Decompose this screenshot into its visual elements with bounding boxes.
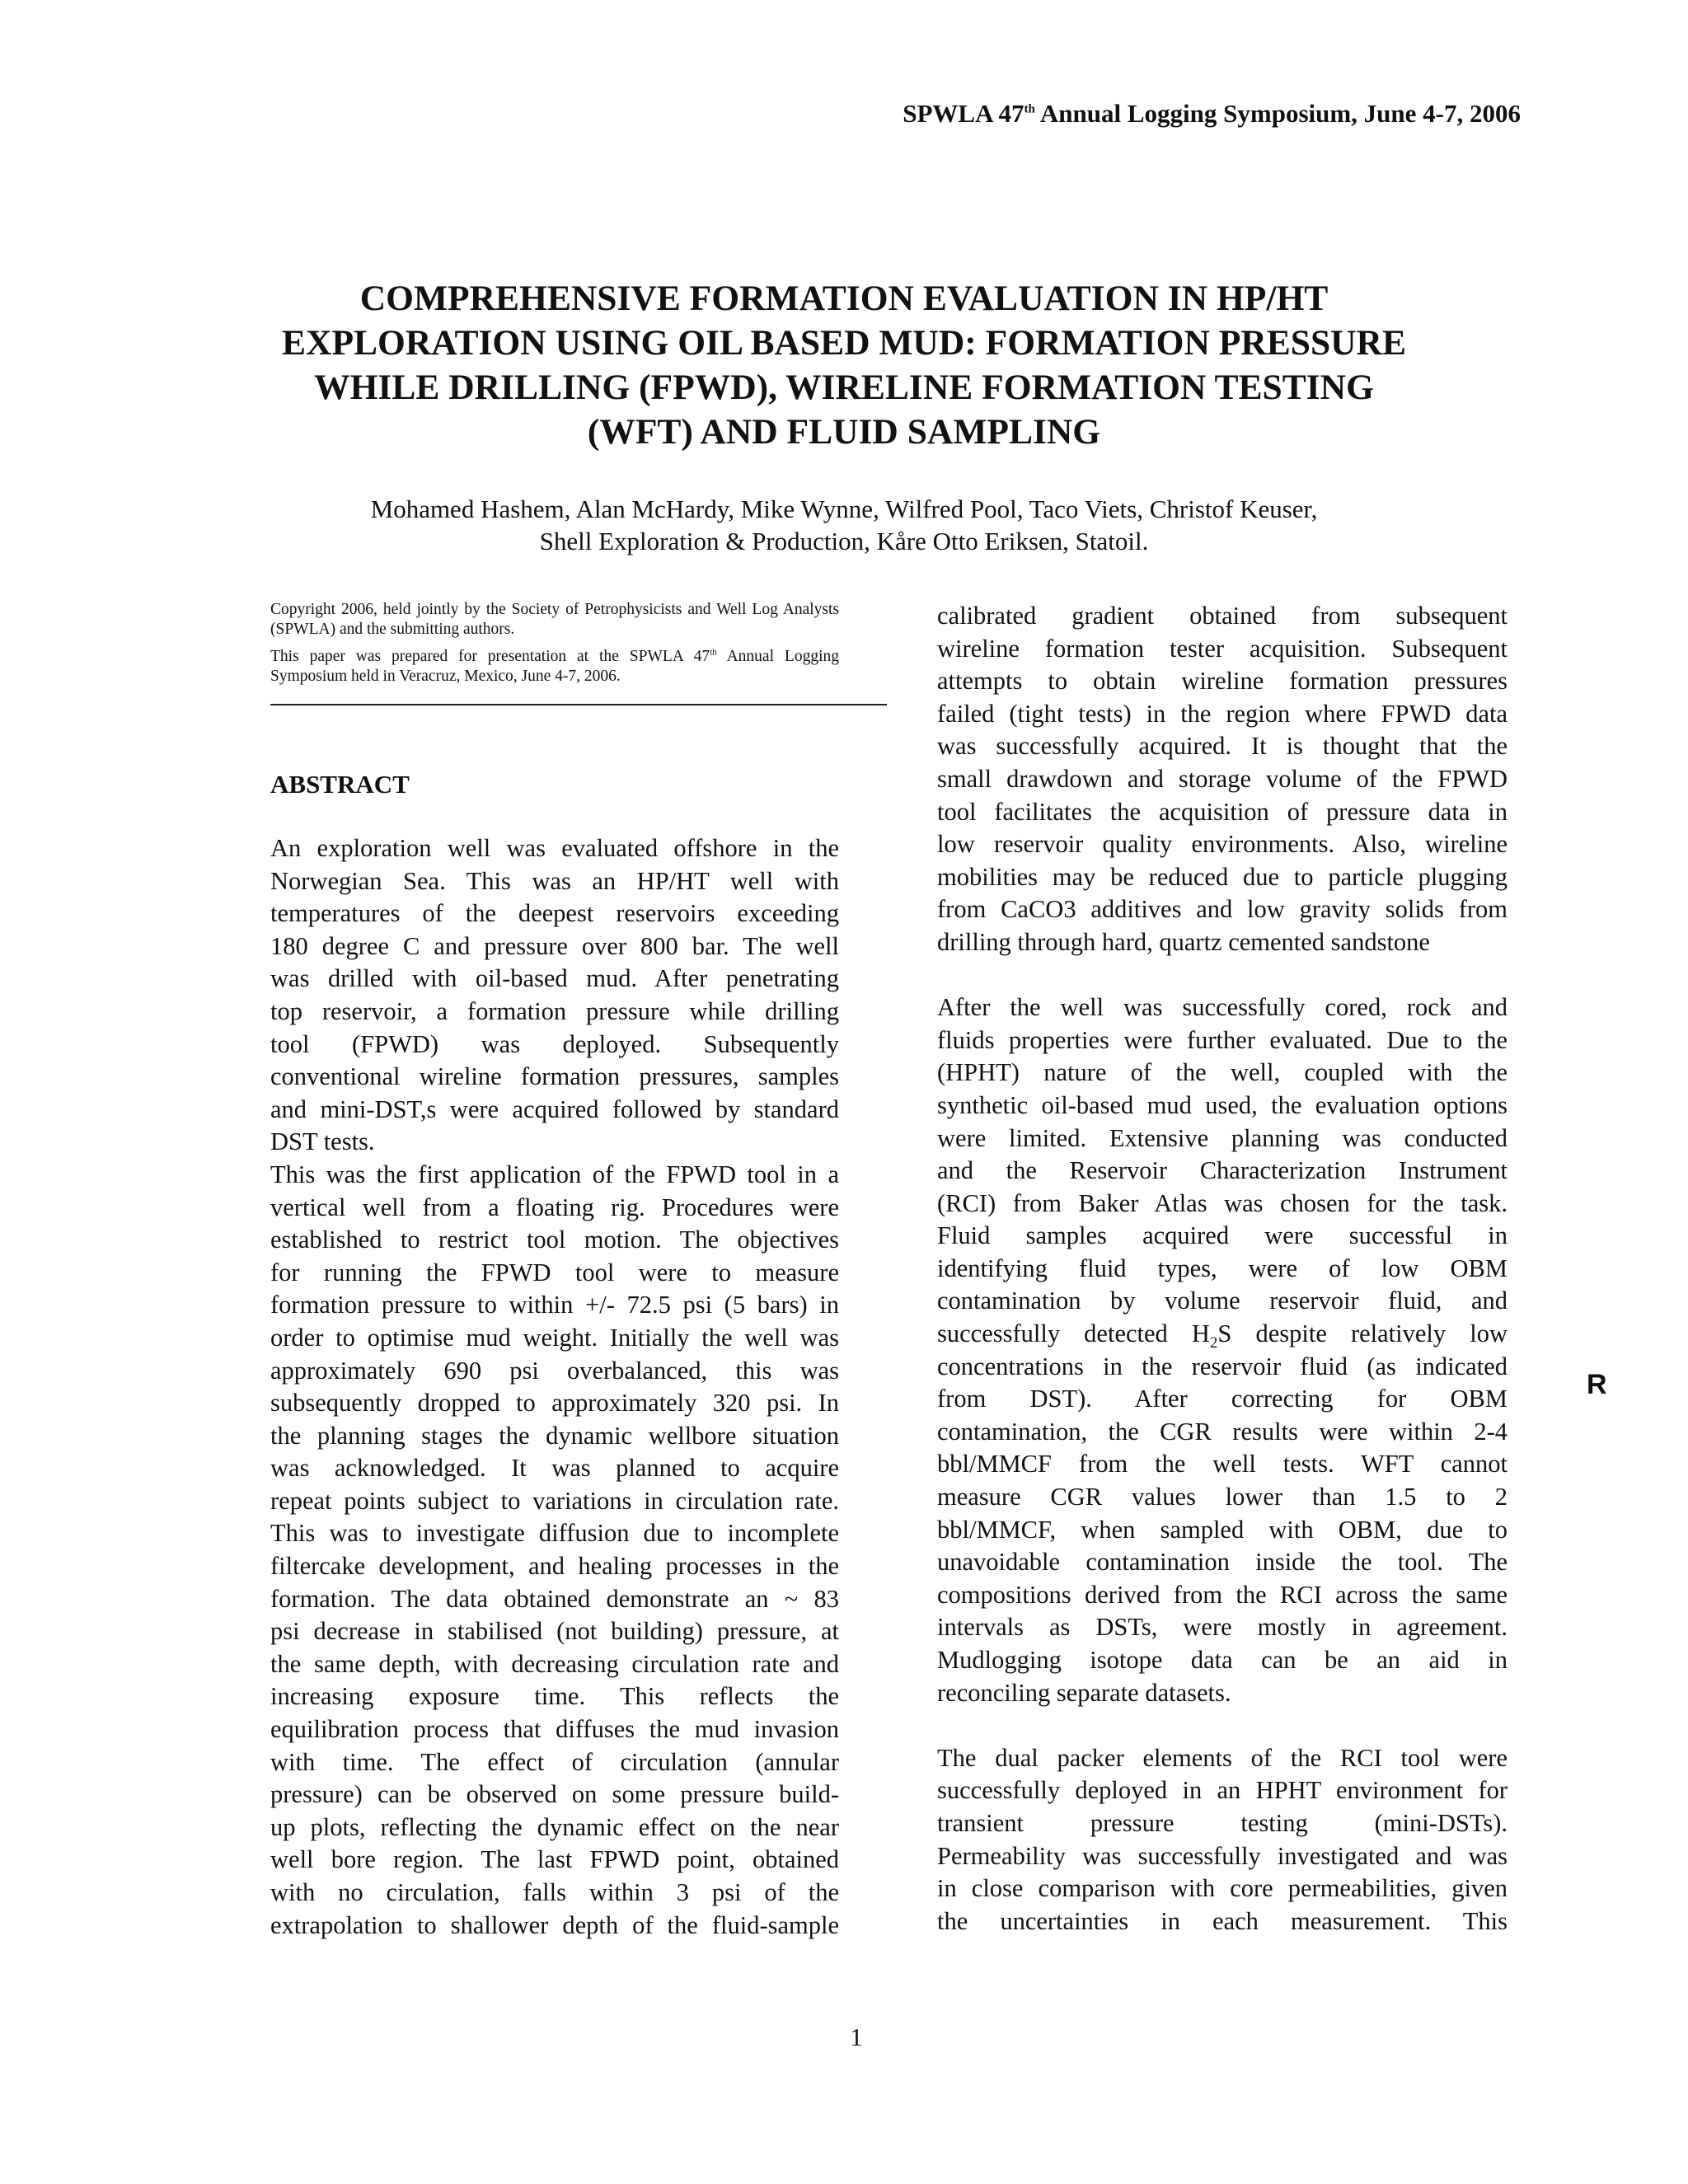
text-line: Permeability was successfully investigated and was — [937, 1841, 1507, 1870]
right-paragraph-2 — [937, 991, 1507, 1709]
text-line: psi decrease in stabilised (not building) pressure, at — [270, 1617, 839, 1646]
text-line: concentrations in the reservoir fluid (as indicated — [937, 1352, 1507, 1380]
text-line: were limited. Extensive planning was conducted — [937, 1123, 1507, 1152]
text-line: unavoidable contamination inside the tool. The — [937, 1548, 1507, 1577]
right-paragraph-1 — [937, 600, 1507, 959]
text-line: (RCI) from Baker Atlas was chosen for the task. — [937, 1188, 1507, 1217]
margin-revision-mark: R — [1587, 1369, 1607, 1400]
title-line: (WFT) AND FLUID SAMPLING — [587, 412, 1101, 452]
text-line: (HPHT) nature of the well, coupled with the — [937, 1058, 1507, 1087]
text-line: established to restrict tool motion. The objectives — [270, 1226, 839, 1254]
text-line: with time. The effect of circulation (annular — [270, 1747, 839, 1776]
text-line: and mini-DST,s were acquired followed by standard — [270, 1094, 839, 1123]
text-line: calibrated gradient obtained from subsequent — [937, 602, 1507, 630]
right-paragraph-2-continued — [937, 1351, 1507, 1710]
right-column — [937, 600, 1507, 1938]
text-line: order to optimise mud weight. Initially the well was — [270, 1323, 839, 1352]
text-line: for running the FPWD tool were to measure — [270, 1258, 839, 1286]
title-line: COMPREHENSIVE FORMATION EVALUATION IN HP/HT — [359, 279, 1329, 318]
right-paragraph-3 — [937, 1742, 1507, 1938]
text-line: top reservoir, a formation pressure while drilling — [270, 996, 839, 1025]
header-text-tail: Annual Logging Symposium, June 4-7, 2006 — [1034, 99, 1521, 128]
text-line: the planning stages the dynamic wellbore situation — [270, 1421, 839, 1450]
text-line: compositions derived from the RCI across the same — [937, 1580, 1507, 1609]
text-line: was successfully acquired. It is thought that the — [937, 732, 1507, 761]
text-line: from CaCO3 additives and low gravity solids from — [937, 895, 1507, 924]
text-line: with no circulation, falls within 3 psi of the — [270, 1878, 839, 1906]
copyright-notice — [270, 600, 839, 694]
text-line: the uncertainties in each measurement. This — [937, 1906, 1507, 1935]
text-line: repeat points subject to variations in circulation rate. — [270, 1486, 839, 1515]
paper-title — [165, 276, 1523, 454]
author-names: Mohamed Hashem, Alan McHardy, Mike Wynne, Wilfred Pool, Taco Viets, Christof Keuser, — [370, 494, 1318, 523]
text-line: temperatures of the deepest reservoirs exceeding — [270, 899, 839, 928]
text-line: Mudlogging isotope data can be an aid in — [937, 1646, 1507, 1674]
text-line: was drilled with oil-based mud. After penetrating — [270, 964, 839, 993]
text-line: DST tests. — [270, 1127, 375, 1156]
text-line: Fluid samples acquired were successful in — [937, 1221, 1507, 1250]
text-line: vertical well from a floating rig. Procedures were — [270, 1193, 839, 1221]
abstract-heading: ABSTRACT — [270, 770, 410, 799]
presentation-statement — [270, 647, 839, 687]
text-line: subsequently dropped to approximately 320 psi. In — [270, 1389, 839, 1418]
text-line: identifying fluid types, were of low OBM — [937, 1254, 1507, 1282]
text-line: extrapolation to shallower depth of the fluid-sample — [270, 1910, 839, 1939]
text-line: up plots, reflecting the dynamic effect on the near — [270, 1812, 839, 1841]
text-line: small drawdown and storage volume of the FPWD — [937, 764, 1507, 793]
left-column — [270, 832, 839, 1942]
copyright-statement: Copyright 2006, held jointly by the Society of Petrophysicists and Well Log Analysts (SPWLA) and the submitting authors. — [270, 601, 839, 638]
presentation-text: This paper was prepared for presentation at the SPWLA 47 — [270, 648, 710, 665]
right-paragraph-2-lines — [937, 991, 1507, 1318]
author-affiliations: Shell Exploration & Production, Kåre Otto Eriksen, Statoil. — [539, 527, 1149, 555]
text-line: bbl/MMCF from the well tests. WFT cannot — [937, 1450, 1507, 1479]
author-block — [165, 493, 1523, 557]
text-line: conventional wireline formation pressures, samples — [270, 1062, 839, 1091]
abstract-paragraph-1 — [270, 832, 839, 1159]
text-line: The dual packer elements of the RCI tool were — [937, 1743, 1507, 1772]
text-line: in close comparison with core permeabilities, given — [937, 1874, 1507, 1903]
text-line: mobilities may be reduced due to particle plugging — [937, 862, 1507, 891]
title-line: EXPLORATION USING OIL BASED MUD: FORMATION PRESSURE — [282, 323, 1406, 363]
text-line: This was to investigate diffusion due to incomplete — [270, 1519, 839, 1548]
text-line: After the well was successfully cored, rock and — [937, 993, 1507, 1022]
text-line: An exploration well was evaluated offshore in the — [270, 834, 839, 862]
text-line: formation. The data obtained demonstrate an ~ 83 — [270, 1584, 839, 1613]
h2s-subscript: 2 — [1209, 1334, 1218, 1352]
text-line: successfully deployed in an HPHT environment for — [937, 1776, 1507, 1805]
text-line: formation pressure to within +/- 72.5 psi (5 bars) in — [270, 1291, 839, 1319]
title-line: WHILE DRILLING (FPWD), WIRELINE FORMATION TESTING — [314, 368, 1374, 407]
text-line: failed (tight tests) in the region where FPWD data — [937, 699, 1507, 728]
text-line: fluids properties were further evaluated. Due to the — [937, 1025, 1507, 1054]
h2s-text: successfully detected H — [937, 1319, 1210, 1348]
text-line: from DST). After correcting for OBM — [937, 1385, 1507, 1413]
text-line: well bore region. The last FPWD point, obtained — [270, 1845, 839, 1874]
copyright-divider — [270, 704, 887, 705]
text-line: reconciling separate datasets. — [937, 1678, 1231, 1707]
page-number: 1 — [850, 2022, 863, 2051]
text-line: tool (FPWD) was deployed. Subsequently — [270, 1029, 839, 1058]
text-line: tool facilitates the acquisition of pressure data in — [937, 797, 1507, 826]
text-line: attempts to obtain wireline formation pressures — [937, 667, 1507, 696]
text-line: approximately 690 psi overbalanced, this was — [270, 1356, 839, 1385]
text-line: pressure) can be observed on some pressure build- — [270, 1780, 839, 1809]
abstract-paragraph-2 — [270, 1159, 839, 1942]
text-line: and the Reservoir Characterization Instrument — [937, 1156, 1507, 1185]
h2s-line — [937, 1318, 1507, 1351]
text-line: was acknowledged. It was planned to acquire — [270, 1454, 839, 1483]
text-line: measure CGR values lower than 1.5 to 2 — [937, 1483, 1507, 1511]
running-header — [742, 97, 1521, 130]
header-superscript: th — [1024, 102, 1035, 116]
text-line: bbl/MMCF, when sampled with OBM, due to — [937, 1515, 1507, 1544]
text-line: equilibration process that diffuses the mud invasion — [270, 1715, 839, 1744]
text-line: contamination, the CGR results were within 2-4 — [937, 1417, 1507, 1446]
text-line: intervals as DSTs, were mostly in agreement. — [937, 1613, 1507, 1642]
text-line: 180 degree C and pressure over 800 bar. The well — [270, 931, 839, 960]
text-line: wireline formation tester acquisition. Subsequent — [937, 634, 1507, 663]
text-line: Norwegian Sea. This was an HP/HT well with — [270, 866, 839, 895]
text-line: contamination by volume reservoir fluid, and — [937, 1286, 1507, 1315]
text-line: This was the first application of the FPWD tool in a — [270, 1160, 839, 1188]
presentation-superscript: th — [710, 647, 717, 658]
text-line: transient pressure testing (mini-DSTs). — [937, 1808, 1507, 1837]
text-line: filtercake development, and healing processes in the — [270, 1552, 839, 1581]
header-text: SPWLA 47 — [903, 99, 1025, 128]
h2s-text-tail: S despite relatively low — [1217, 1319, 1507, 1348]
text-line: low reservoir quality environments. Also, wireline — [937, 830, 1507, 859]
text-line: drilling through hard, quartz cemented sandstone — [937, 927, 1430, 956]
text-line: increasing exposure time. This reflects the — [270, 1682, 839, 1711]
text-line: synthetic oil-based mud used, the evaluation options — [937, 1090, 1507, 1119]
presentation-text-tail: Annual Logging Symposium held in Veracruz, Mexico, June 4-7, 2006. — [270, 648, 839, 685]
text-line: the same depth, with decreasing circulation rate and — [270, 1649, 839, 1678]
